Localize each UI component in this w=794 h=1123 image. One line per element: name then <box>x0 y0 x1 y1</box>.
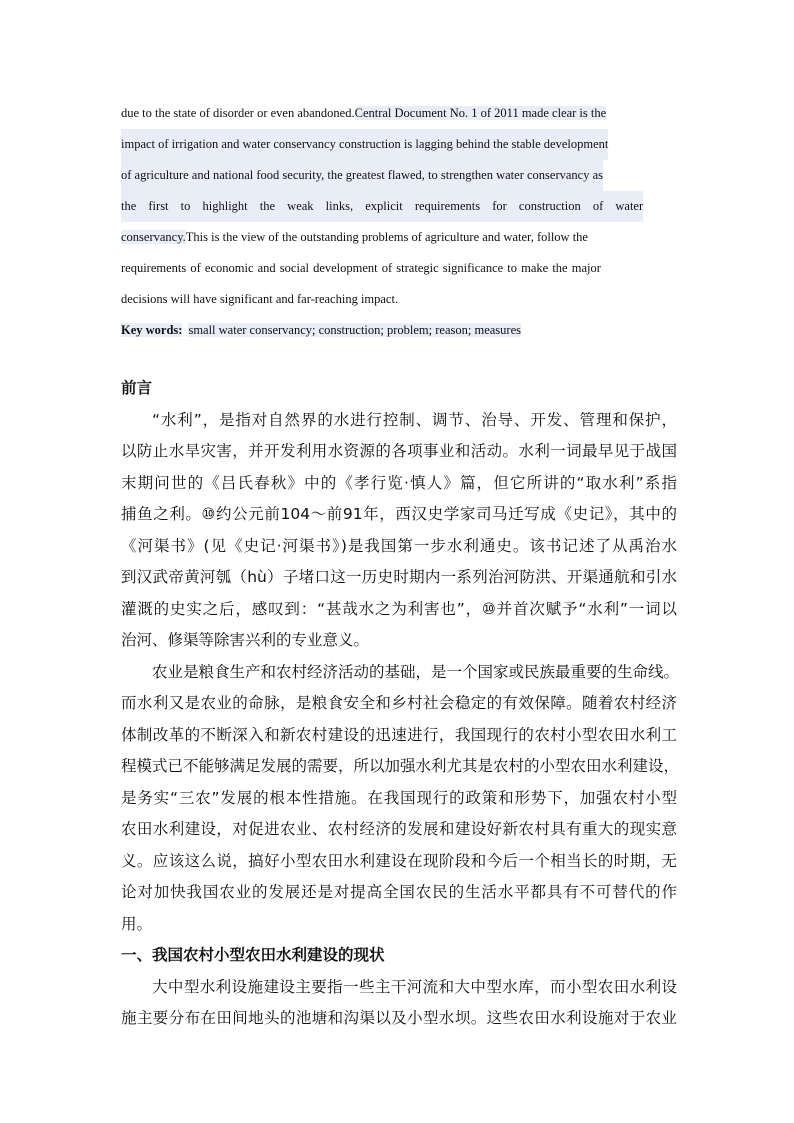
abstract-line <box>121 191 677 222</box>
body-line: 《河渠书》(见《史记·河渠书》)是我国第一步水利通史。该书记述了从禹治水 <box>121 536 677 555</box>
keywords-line <box>121 315 677 346</box>
body-line: 是务实“三农”发展的根本性措施。在我国现行的政策和形势下，加强农村小型 <box>121 788 677 807</box>
body-line: 以防止水旱灾害，并开发利用水资源的各项事业和活动。水利一词最早见于战国 <box>121 442 677 460</box>
highlighted-text: Central Document No. 1 of 2011 made clear is the <box>354 106 607 120</box>
body-line: 到汉武帝黄河瓠（hù）子堵口这一历史时期内一系列治河防洪、开渠通航和引水 <box>121 568 677 586</box>
abstract-text: This is the view of the outstanding problems of agriculture and water, follow the <box>185 230 588 244</box>
body-line: 用。 <box>121 914 153 933</box>
keywords-label: Key words: <box>121 323 183 337</box>
body-line: 治河、修渠等除害兴利的专业意义。 <box>121 631 370 649</box>
body-line: 末期问世的《吕氏春秋》中的《孝行览·慎人》篇，但它所讲的“取水利”系指 <box>121 473 677 492</box>
abstract-text: requirements of economic and social development of strategic significance to make the major <box>121 261 601 275</box>
body-line: 体制改革的不断深入和新农村建设的迅速进行，我国现行的农村小型农田水利工 <box>121 725 677 744</box>
highlighted-text: impact of irrigation and water conservancy construction is lagging behind the stable development <box>121 129 608 160</box>
intro-heading: 前言 <box>121 379 153 397</box>
body-line: 农田水利建设，对促进农业、农村经济的发展和建设好新农村具有重大的现实意 <box>121 820 677 838</box>
highlighted-text: conservancy. <box>121 230 186 244</box>
abstract-line <box>121 98 677 129</box>
body-line: 农业是粮食生产和农村经济活动的基础，是一个国家或民族最重要的生命线。 <box>152 662 680 681</box>
body-line: 大中型水利设施建设主要指一些主干河流和大中型水库，而小型农田水利设 <box>152 977 677 996</box>
keywords-text: small water conservancy; construction; problem; reason; measures <box>188 323 521 337</box>
abstract-text: decisions will have significant and far-reaching impact. <box>121 292 399 306</box>
body-line: 而水利又是农业的命脉，是粮食安全和乡村社会稳定的有效保障。随着农村经济 <box>121 694 677 712</box>
section-heading: 一、我国农村小型农田水利建设的现状 <box>121 946 385 964</box>
body-line: 义。应该这么说，搞好小型农田水利建设在现阶段和今后一个相当长的时期，无 <box>121 851 677 870</box>
abstract-line <box>121 129 677 160</box>
chinese-body <box>121 373 680 1035</box>
abstract-line <box>121 160 677 191</box>
body-line: 捕鱼之利。⑩约公元前104～前91年，西汉史学家司马迁写成《史记》，其中的 <box>121 505 677 523</box>
body-line: “水利”，是指对自然界的水进行控制、调节、治导、开发、管理和保护， <box>152 410 677 429</box>
body-line: 论对加快我国农业的发展还是对提高全国农民的生活水平都具有不可替代的作 <box>121 883 677 901</box>
highlighted-text: the first to highlight the weak links, explicit requirements for construction of water <box>121 191 643 222</box>
abstract-line <box>121 284 677 315</box>
highlighted-text: of agriculture and national food security, the greatest flawed, to strengthen water conservancy as <box>121 160 603 191</box>
english-abstract <box>121 98 677 346</box>
abstract-text: due to the state of disorder or even abandoned. <box>121 106 355 120</box>
body-line: 程模式已不能够满足发展的需要，所以加强水利尤其是农村的小型农田水利建设， <box>121 757 680 775</box>
body-line: 施主要分布在田间地头的池塘和沟渠以及小型水坝。这些农田水利设施对于农业 <box>121 1009 677 1027</box>
body-line: 灌溉的史实之后，感叹到：“甚哉水之为利害也”，⑩并首次赋予“水利”一词以 <box>121 599 677 618</box>
abstract-line <box>121 222 677 253</box>
abstract-line <box>121 253 677 284</box>
